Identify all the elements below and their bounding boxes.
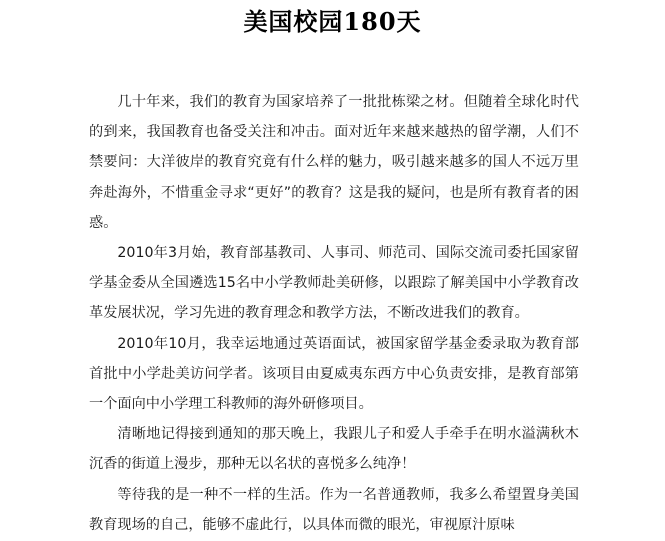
document-title: 美国校园180天 [243,7,422,36]
paragraph: 2010年3月始，教育部基教司、人事司、师范司、国际交流司委托国家留学基金委从全国遴选15名中小学教师赴美研修，以跟踪了解美国中小学教育改革发展状况，学习先进的教育理念和教学方法，不断改进我们的教育。 [89,245,579,322]
paragraph: 几十年来，我们的教育为国家培养了一批批栋梁之材。但随着全球化时代的到来，我国教育也备受关注和冲击。面对近年来越来越热的留学潮，人们不禁要问：大洋彼岸的教育究竟有什么样的魅力，吸引越来越多的国人不远万里奔赴海外，不惜重金寻求“更好”的教育？这是我的疑问，也是所有教育者的困惑。 [89,94,579,231]
document-body [89,87,579,540]
paragraph: 2010年10月，我幸运地通过英语面试，被国家留学基金委录取为教育部首批中小学赴美访问学者。该项目由夏威夷东西方中心负责安排，是教育部第一个面向中小学理工科教师的海外研修项目。 [89,335,579,413]
paragraph: 等待我的是一种不一样的生活。作为一名普通教师，我多么希望置身美国教育现场的自己，能够不虚此行，以具体而微的眼光，审视原汁原味 [89,486,579,533]
paragraph: 清晰地记得接到通知的那天晚上，我跟儿子和爱人手牵手在明水溢满秋木沉香的街道上漫步，那种无以名状的喜悦多么纯净！ [89,426,579,473]
